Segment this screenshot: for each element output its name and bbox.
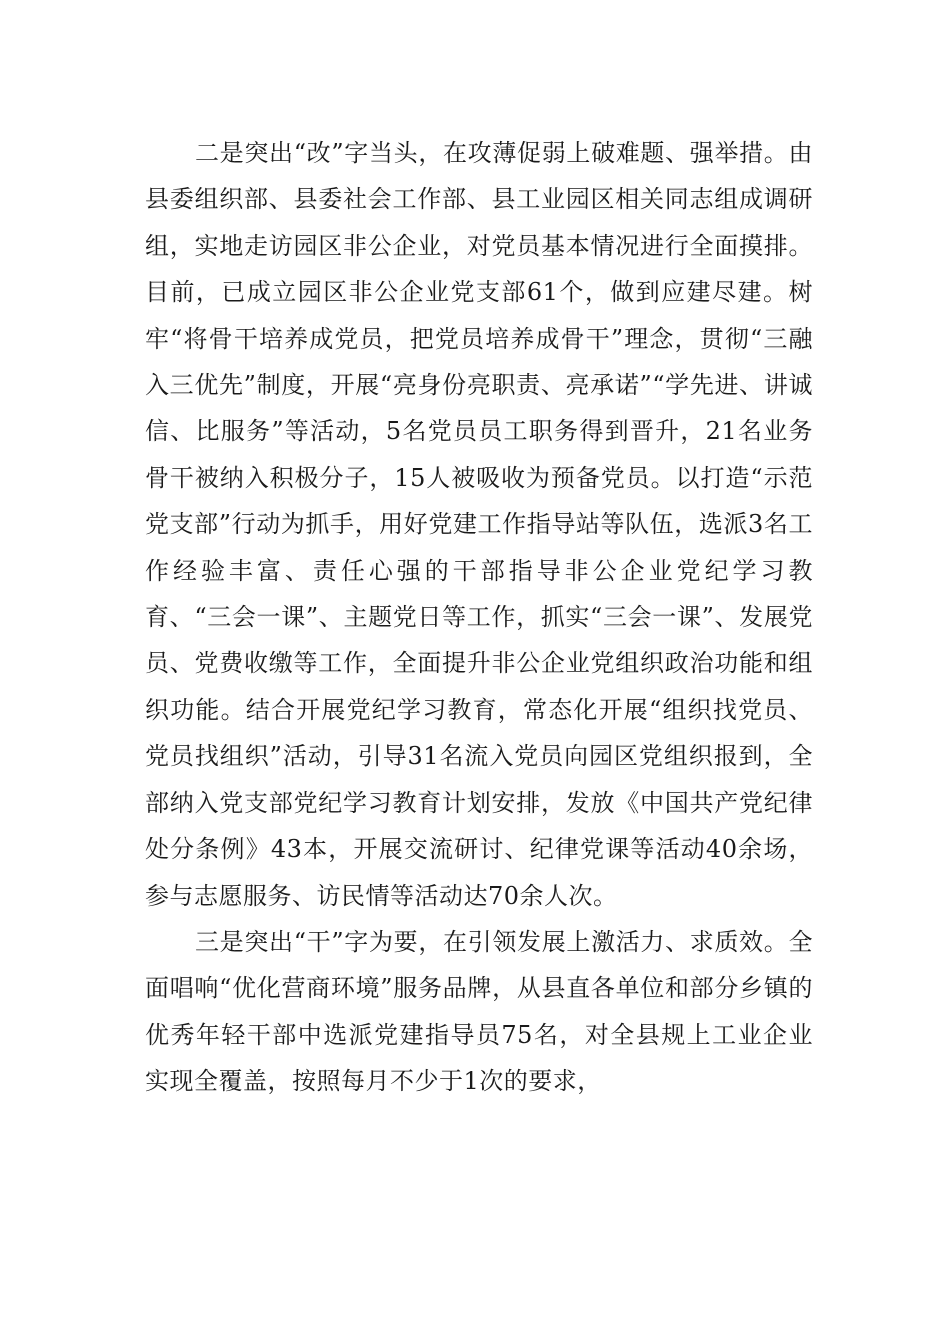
paragraph-gan: 三是突出“干”字为要，在引领发展上激活力、求质效。全面唱响“优化营商环境”服务品牌，从县直各单位和部分乡镇的优秀年轻干部中选派党建指导员75名，对全县规上工业企业实现全覆盖，按照每月不少于1次的要求， — [145, 927, 813, 1096]
document-body — [145, 130, 813, 1105]
paragraph-gai: 二是突出“改”字当头，在攻薄促弱上破难题、强举措。由县委组织部、县委社会工作部、县工业园区相关同志组成调研组，实地走访园区非公企业，对党员基本情况进行全面摸排。目前，已成立园区非公企业党支部61个，做到应建尽建。树牢“将骨干培养成党员，把党员培养成骨干”理念，贯彻“三融入三优先”制度，开展“亮身份亮职责、亮承诺”“学先进、讲诚信、比服务”等活动，5名党员员工职务得到晋升，21名业务骨干被纳入积极分子，15人被吸收为预备党员。以打造“示范党支部”行动为抓手，用好党建工作指导站等队伍，选派3名工作经验丰富、责任心强的干部指导非公企业党纪学习教育、“三会一课”、主题党日等工作，抓实“三会一课”、发展党员、党费收缴等工作，全面提升非公企业党组织政治功能和组织功能。结合开展党纪学习教育，常态化开展“组织找党员、党员找组织”活动，引导31名流入党员向园区党组织报到，全部纳入党支部党纪学习教育计划安排，发放《中国共产党纪律处分条例》43本，开展交流研讨、纪律党课等活动40余场，参与志愿服务、访民情等活动达70余人次。 — [145, 139, 813, 910]
